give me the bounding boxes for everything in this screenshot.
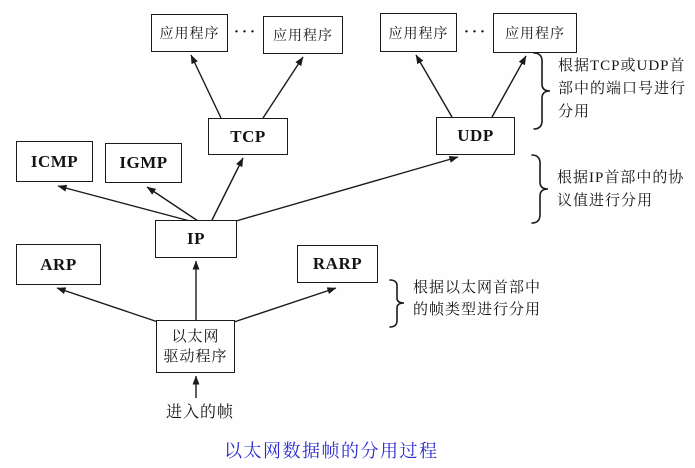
annotation-line: 分用 — [558, 104, 591, 120]
annotation-frame-type-demux — [413, 277, 541, 321]
annotation-line: 议值进行分用 — [557, 193, 654, 209]
node-label: IP — [187, 229, 205, 248]
node-label: IGMP — [119, 153, 168, 172]
node-label: TCP — [230, 126, 266, 146]
annotation-protocol-demux — [557, 167, 684, 213]
node-app-program-3 — [380, 13, 457, 52]
arrow-ip-to-icmp — [58, 186, 190, 221]
incoming-frame-label: 进入的帧 — [166, 404, 235, 421]
arrow-ip-to-udp — [236, 157, 458, 221]
annotation-line: 部中的端口号进行 — [558, 81, 687, 97]
node-ethernet-driver — [156, 320, 235, 373]
node-app-program-1 — [151, 14, 228, 52]
node-label: 应用程序 — [388, 26, 449, 42]
ellipsis-right: ··· — [464, 24, 489, 40]
node-label: RARP — [312, 254, 363, 273]
arrow-tcp-to-app2 — [263, 57, 303, 118]
ellipsis-left: ··· — [234, 24, 259, 40]
node-label: 应用程序 — [505, 27, 565, 42]
node-tcp — [208, 118, 288, 155]
arrow-tcp-to-app1 — [191, 55, 221, 118]
arrow-udp-to-app4 — [492, 56, 526, 117]
annotation-line: 根据TCP或UDP首 — [558, 58, 686, 74]
brace-ports — [534, 53, 550, 129]
brace-protocol — [532, 155, 548, 223]
arrow-udp-to-app3 — [416, 55, 452, 117]
annotation-line: 根据以太网首部中 — [413, 280, 542, 296]
annotation-line: 的帧类型进行分用 — [413, 302, 542, 318]
arrow-eth-to-arp — [57, 288, 158, 322]
node-label: ICMP — [30, 151, 79, 171]
arrow-ip-to-tcp — [212, 158, 243, 220]
eth-label-line1: 以太网 — [171, 328, 220, 345]
annotation-line: 根据IP首部中的协 — [557, 170, 685, 186]
node-label: 应用程序 — [159, 27, 220, 42]
arrow-eth-to-rarp — [234, 288, 336, 322]
diagram-caption: 以太网数据帧的分用过程 — [224, 441, 439, 461]
node-label — [163, 327, 227, 367]
node-label: ARP — [40, 254, 77, 274]
node-app-program-4 — [493, 13, 577, 53]
node-arp — [16, 244, 101, 285]
node-app-program-2 — [263, 16, 343, 54]
node-rarp — [297, 245, 378, 283]
node-igmp — [105, 143, 182, 183]
node-label: UDP — [457, 126, 494, 145]
eth-label-line2: 驱动程序 — [163, 348, 228, 365]
node-ip — [155, 220, 237, 258]
node-udp — [436, 117, 515, 155]
annotation-port-demux — [558, 55, 686, 124]
node-label: 应用程序 — [273, 29, 333, 44]
brace-frame-type — [390, 280, 404, 327]
node-icmp — [16, 141, 93, 182]
